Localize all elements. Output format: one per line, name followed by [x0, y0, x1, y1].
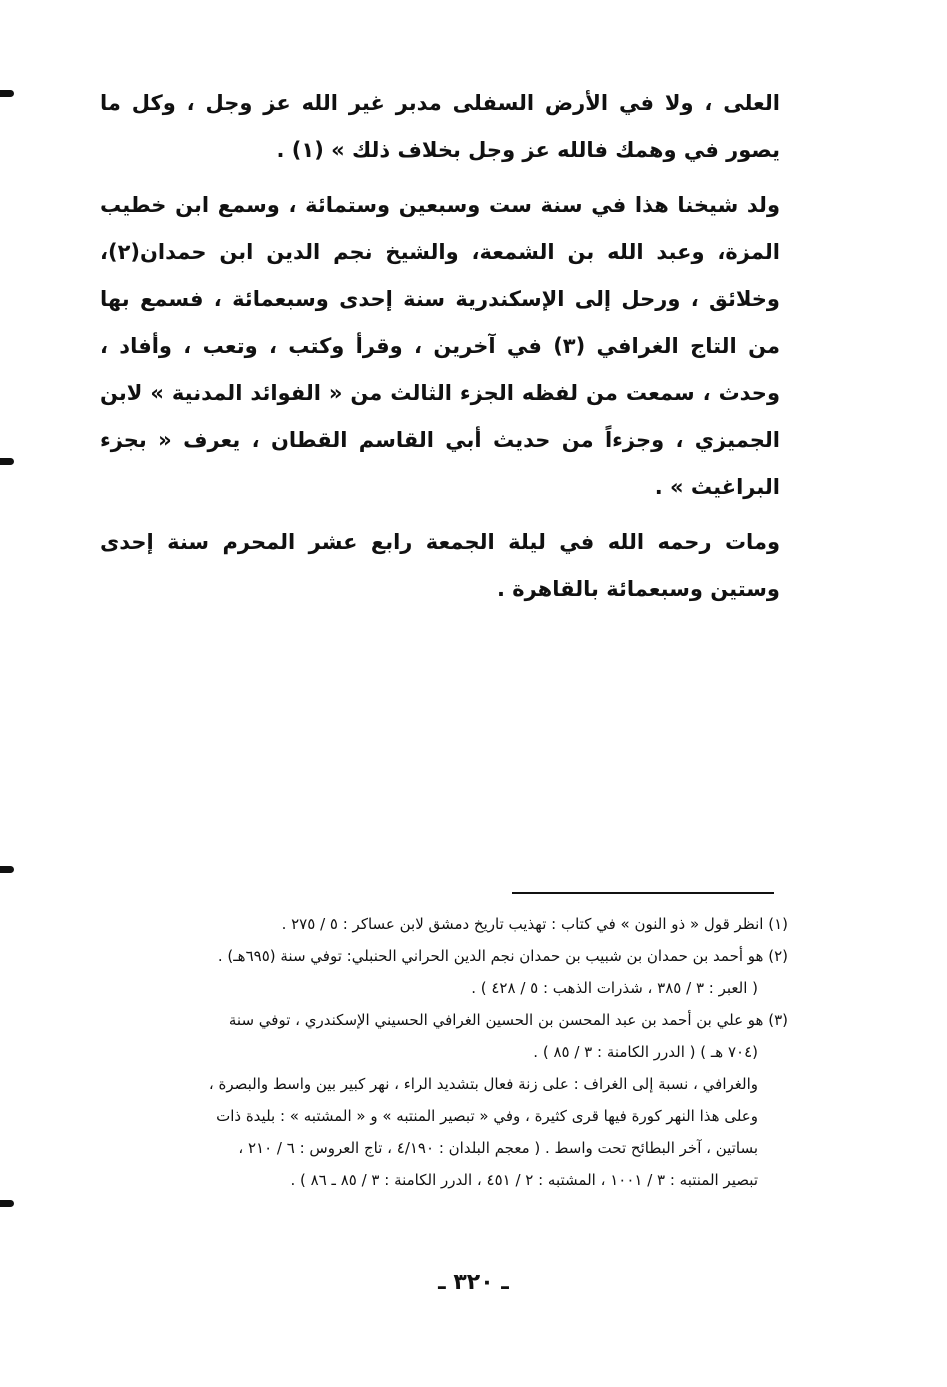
footnote-3-continuation: تبصير المنتبه : ٣ / ١٠٠١ ، المشتبه : ٢ / ٤٥١ ، الدرر الكامنة : ٣ / ٨٥ ـ ٨٦ ) .: [290, 1171, 758, 1189]
footnote-3-continuation: (٧٠٤ هـ ) ( الدرر الكامنة : ٣ / ٨٥ ) .: [533, 1043, 758, 1061]
page-number: ـ ٣٢٠ ـ: [438, 1270, 509, 1295]
binding-mark: [0, 1200, 14, 1207]
footnote-3-continuation: وعلى هذا النهر كورة فيها قرى كثيرة ، وفي « تبصير المنتبه » و « المشتبه » : بليدة ذات: [216, 1107, 758, 1125]
binding-mark: [0, 866, 14, 873]
footnotes: [100, 908, 788, 1196]
footnote-2-continuation: ( العبر : ٣ / ٣٨٥ ، شذرات الذهب : ٥ / ٤٢٨ ) .: [471, 979, 758, 997]
paragraph: ولد شيخنا هذا في سنة ست وسبعين وستمائة ، وسمع ابن خطيب المزة، وعبد الله بن الشمعة، والشيخ نجم الدين ابن حمدان(٢)، وخلائق ، ورحل إلى الإسكندرية سنة إحدى وسبعمائة ، فسمع بها من التاج الغرافي (٣) في آخرين ، وقرأ وكتب ، وتعب ، وأفاد ، وحدث ، سمعت من لفظه الجزء الثالث من « الفوائد المدنية » لابن الجميزي ، وجزءاً من حديث أبي القاسم القطان ، يعرف « بجزء البراغيث » .: [100, 193, 780, 499]
paragraph: ومات رحمه الله في ليلة الجمعة رابع عشر المحرم سنة إحدى وستين وسبعمائة بالقاهرة .: [100, 530, 780, 601]
footnote-3: (٣) هو علي بن أحمد بن عبد المحسن بن الحسين الغرافي الحسيني الإسكندري ، توفي سنة: [228, 1011, 788, 1029]
binding-mark: [0, 458, 14, 465]
paragraph: العلى ، ولا في الأرض السفلى مدبر غير الله عز وجل ، وكل ما يصور في وهمك فالله عز وجل بخلاف ذلك » (١) .: [100, 91, 780, 162]
footnote-3-continuation: بساتين ، آخر البطائح تحت واسط . ( معجم البلدان : ٤/١٩٠ ، تاج العروس : ٦ / ٢١٠ ،: [238, 1139, 758, 1157]
footnote-1: (١) انظر قول « ذو النون » في كتاب : تهذيب تاريخ دمشق لابن عساكر : ٥ / ٢٧٥ .: [281, 915, 788, 933]
main-text: [100, 80, 780, 613]
footnote-separator: [512, 892, 774, 894]
binding-mark: [0, 90, 14, 97]
footnote-3-continuation: والغرافي ، نسبة إلى الغراف : على زنة فعال بتشديد الراء ، نهر كبير بين واسط والبصرة ،: [208, 1075, 758, 1093]
footnote-2: (٢) هو أحمد بن حمدان بن شبيب بن حمدان نجم الدين الحراني الحنبلي: توفي سنة (٦٩٥هـ) .: [217, 947, 788, 965]
